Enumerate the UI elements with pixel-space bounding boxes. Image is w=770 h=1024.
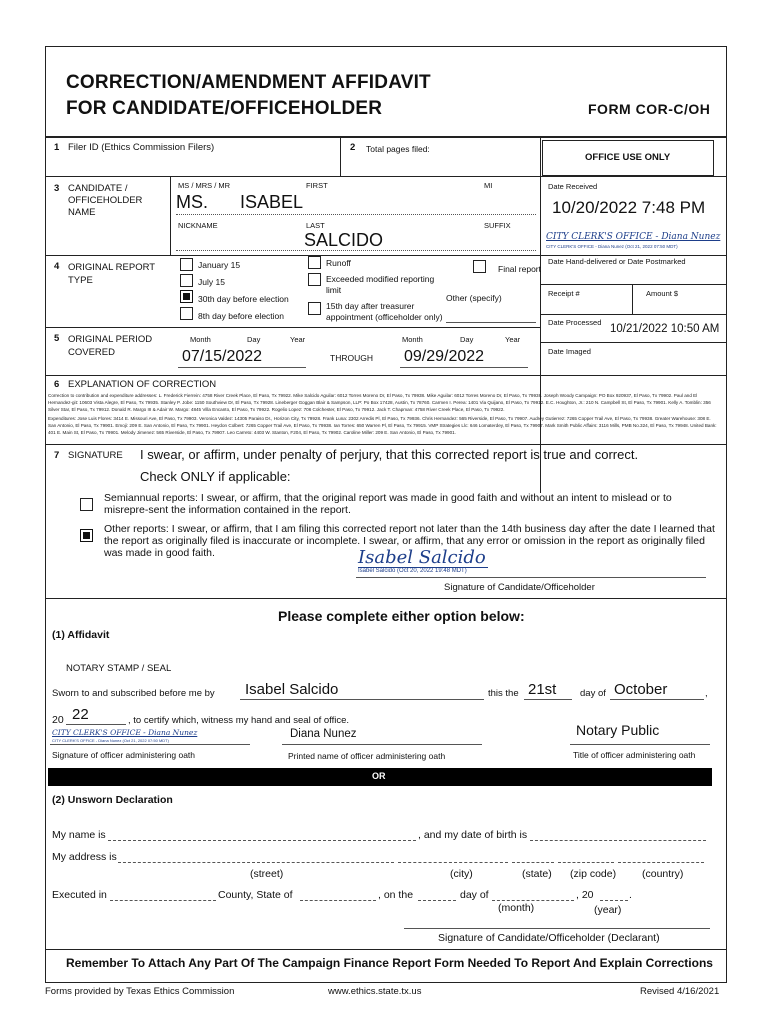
date-processed-value: 10/21/2022 10:50 AM	[610, 323, 720, 335]
to-month-label: Month	[402, 335, 423, 344]
affidavit-title: (1) Affidavit	[52, 629, 110, 641]
to-day-label: Day	[460, 335, 474, 344]
city-caption: (city)	[450, 868, 473, 880]
jul15-checkbox[interactable]	[180, 274, 193, 287]
last-name-value[interactable]: SALCIDO	[304, 230, 384, 250]
options-heading: Please complete either option below:	[278, 608, 525, 624]
first-name-value[interactable]: ISABEL	[240, 192, 304, 212]
year-caption: (year)	[594, 904, 622, 916]
signature-section-label: SIGNATURE	[68, 450, 123, 461]
from-month-label: Month	[190, 335, 211, 344]
street-caption: (street)	[250, 868, 284, 880]
this-the-label: this the	[488, 688, 519, 699]
receipt-label: Receipt #	[548, 289, 580, 298]
jan15-label: January 15	[198, 260, 241, 270]
jul15-label: July 15	[198, 277, 225, 287]
name-section-label: CANDIDATE / OFFICEHOLDER NAME	[68, 183, 143, 218]
amount-label: Amount $	[646, 289, 679, 298]
on-the-label: , on the	[378, 889, 414, 901]
day-of-label: day of	[580, 688, 606, 699]
other-reports-checkbox[interactable]	[80, 529, 93, 542]
total-pages-label: Total pages filed:	[366, 144, 430, 154]
jan15-checkbox[interactable]	[180, 258, 193, 271]
exceeded-label: Exceeded modified reporting limit	[326, 274, 435, 295]
first-label: FIRST	[306, 181, 328, 190]
executed-label: Executed in	[52, 889, 107, 901]
footer-link[interactable]: www.ethics.state.tx.us	[328, 986, 422, 997]
clerk-stamp: CITY CLERK'S OFFICE - Diana Nunez	[546, 232, 721, 242]
sec7-num: 7	[54, 450, 60, 461]
day8-checkbox[interactable]	[180, 307, 193, 320]
check-only-label: Check ONLY if applicable:	[140, 469, 291, 484]
other-specify-label: Other (specify)	[446, 293, 502, 303]
day-of2-label: day of	[460, 889, 489, 901]
final-report-checkbox[interactable]	[473, 260, 486, 273]
sec5-num: 5	[54, 333, 60, 344]
day15-label: 15th day after treasurer appointment (officeholder only)	[326, 301, 443, 322]
swear-statement: I swear, or affirm, under penalty of perjury, that this corrected report is true and correct.	[140, 447, 639, 462]
hand-delivered-label: Date Hand-delivered or Date Postmarked	[548, 257, 686, 266]
from-day-label: Day	[247, 335, 261, 344]
caption-officer-name: Printed name of officer administering oath	[288, 751, 446, 761]
day8-label: 8th day before election	[198, 311, 285, 321]
footer-revised: Revised 4/16/2021	[640, 986, 720, 997]
last-label: LAST	[306, 221, 325, 230]
date-processed-label: Date Processed	[548, 318, 602, 327]
sworn-label: Sworn to and subscribed before me by	[52, 688, 215, 699]
footer-left: Forms provided by Texas Ethics Commission	[45, 986, 235, 997]
suffix-label: SUFFIX	[484, 221, 511, 230]
runoff-checkbox[interactable]	[308, 256, 321, 269]
officer-signature[interactable]: CITY CLERK'S OFFICE - Diana Nunez	[52, 728, 198, 737]
form-title-line1: CORRECTION/AMENDMENT AFFIDAVIT	[66, 72, 431, 93]
date-imaged-label: Date Imaged	[548, 347, 591, 356]
to-year-label: Year	[505, 335, 521, 344]
day30-label: 30th day before election	[198, 294, 289, 304]
clerk-stamp-meta: CITY CLERK'S OFFICE - Diana Nunez (Oct 21, 2022 07:50 MDT)	[546, 244, 678, 249]
zip-caption: (zip code)	[570, 868, 617, 880]
dob-label: , and my date of birth is	[418, 829, 528, 841]
office-use-title: OFFICE USE ONLY	[585, 152, 671, 163]
explanation-text-2[interactable]: Expenditures: Jose Luis Flores: 3414 E. Missouri Ave, El Paso, Tx 79903. Veronica Valdez: 14305 Paraiso Dr., Horizon City, Tx 79928. Frank Luna: 2302 Arredis Pl, El Paso, Tx 79936. Chris Hernandez: 565 Riverside, El Paso, Tx 79907. Audrey Gutierrez: 7265 Copper Trail Ave, El Paso, Tx 79938. Greater Warehouse: 308 E. San Antonio, El Paso, Tx 79901. Emoji: 209 E. San Antonio, El Paso, Tx 79901. Heydon Colbert: 7265 Copper Trail Ave, El Paso, Tx 79938. Ian Torres: 650 Warren Pl, El Paso, Tx 79915. VMP Strategies Llc: 646 Lomaterdey, El Paso, Tx 79907. Mark Smith Public Affairs: 3116 Mills, PMB No.324, El Paso, Tx 79948. United Bank: 401 E. Main St, El Paso, Tx 79901. Melody Jimenez: 565 Riverside, El Paso, Tx 79907. Leo Carreto: 4403 W. Stanton, F204, El Paso, Tx 79902. Caroline Miller: 209 E. San Antonio, El Paso, Tx 79901.	[48, 416, 717, 435]
candidate-signature[interactable]: Isabel Salcido	[358, 547, 486, 568]
nickname-label: NICKNAME	[178, 221, 218, 230]
semiannual-checkbox[interactable]	[80, 498, 93, 511]
sec6-num: 6	[54, 379, 60, 390]
sec2-num: 2	[350, 142, 356, 153]
runoff-label: Runoff	[326, 258, 351, 268]
county-label: County, State of	[218, 889, 293, 901]
date-received-value: 10/20/2022 7:48 PM	[552, 198, 706, 217]
month-caption: (month)	[498, 902, 535, 914]
year-prefix: 20	[52, 714, 64, 726]
period-from-value[interactable]: 07/15/2022	[182, 348, 263, 365]
officer-signature-meta: CITY CLERK'S OFFICE - Diana Nunez (Oct 21, 2022 07:50 MDT)	[52, 738, 169, 743]
form-code: FORM COR-C/OH	[588, 101, 711, 117]
unsworn-title: (2) Unsworn Declaration	[52, 794, 173, 806]
prefix-value[interactable]: MS.	[176, 192, 209, 212]
sworn-name-value[interactable]: Isabel Salcido	[245, 681, 339, 698]
final-report-label: Final report	[498, 264, 541, 274]
day15-checkbox[interactable]	[308, 302, 321, 315]
reminder-text: Remember To Attach Any Part Of The Campaign Finance Report Form Needed To Report And Explain Corrections	[66, 956, 713, 970]
day-value[interactable]: 21st	[528, 681, 557, 698]
explanation-text-1[interactable]: Correction to contribution and expenditure addresses: L. Frederick Fierrein: 4758 River Creek Place, El Paso, Tx 79922. Mike Salcido Aguilar: 6012 Torres Moreno Dr, El Paso, Tx 79938. Mike Aguilar: 6012 Torres Moreno Dr, El Paso, Tx 79938. Joseph Woody Campaign: PO Box 920937, El Paso, Tx 79902. Paul and El Hernandez-git: 10603 Vista Alegre, El Paso, Tx 79935. Stanley P. Jobe: 1150 Southview Dr, El Paso, Tx 79928. Lineberger Goggan Blair & Sampson, LLP: Po Box 17428, Austin, Tx 78760. Carmen I. Perea: 1401 Via Quijano, El Paso, Tx 79912. E.C. Houghton, Jr.: 210 N. Campbell St, El Paso, Tx 79901. Kelly A. Tomblin: 356 Silver Star, El Paso, Tx 79912. Donald R. Margo III & Adair W. Margo: 4845 Villa Encanto, El Paso, Tx 79922. Rogelio Lopez: 706 Colchester, El Paso, Tx 79912. Jack T. Chapman: 4758 River Creek Place, El Paso, Tx 79922.	[48, 393, 711, 412]
year-value[interactable]: 22	[72, 706, 89, 723]
period-to-value[interactable]: 09/29/2022	[404, 348, 485, 365]
sec1-num: 1	[54, 142, 60, 153]
through-label: THROUGH	[330, 353, 373, 363]
sec4-num: 4	[54, 261, 60, 272]
or-label: OR	[372, 771, 386, 781]
exceeded-checkbox[interactable]	[308, 273, 321, 286]
prefix-label: MS / MRS / MR	[178, 181, 231, 190]
certify-text: , to certify which, witness my hand and seal of office.	[128, 715, 350, 726]
period-mark: .	[629, 889, 632, 901]
sec3-num: 3	[54, 183, 60, 194]
notary-stamp-label: NOTARY STAMP / SEAL	[66, 663, 172, 674]
header-divider	[45, 136, 726, 138]
signature-meta: Isabel Salcido (Oct 20, 2022 19:48 MDT)	[358, 568, 467, 574]
semiannual-text: Semiannual reports: I swear, or affirm, that the original report was made in good faith and without an intent to mislead or to misrepre-sent the information contained in the report.	[104, 492, 672, 516]
other-reports-text: Other reports: I swear, or affirm, that I am filing this corrected report not later than the 14th business day after the date I learned that the report as originally filed is inaccurate or incomplete. I swear, or affirm, that any error or omission in the report as originally filed was made in good faith.	[104, 523, 715, 559]
printed-name-value[interactable]: Diana Nunez	[290, 728, 357, 740]
date-received-label: Date Received	[548, 182, 598, 191]
caption-officer-title: Title of officer administering oath	[573, 750, 696, 760]
my-name-label: My name is	[52, 829, 106, 841]
period-label: ORIGINAL PERIOD COVERED	[68, 334, 153, 358]
country-caption: (country)	[642, 868, 684, 880]
state-caption: (state)	[522, 868, 552, 880]
address-label: My address is	[52, 851, 117, 863]
day30-checkbox[interactable]	[180, 290, 193, 303]
caption-officer-sig: Signature of officer administering oath	[52, 750, 196, 760]
filer-id-label: Filer ID (Ethics Commission Filers)	[68, 142, 215, 153]
form-title-line2: FOR CANDIDATE/OFFICEHOLDER	[66, 98, 383, 119]
comma20-label: , 20	[576, 889, 594, 901]
mi-label: MI	[484, 181, 493, 190]
from-year-label: Year	[290, 335, 306, 344]
month-value[interactable]: October	[614, 681, 668, 698]
signature-caption: Signature of Candidate/Officeholder	[444, 582, 595, 593]
report-type-label: ORIGINAL REPORT TYPE	[68, 262, 155, 286]
explanation-label: EXPLANATION OF CORRECTION	[68, 379, 217, 390]
comma: ,	[705, 688, 708, 699]
declarant-signature-caption: Signature of Candidate/Officeholder (Declarant)	[438, 932, 660, 944]
officer-title-value[interactable]: Notary Public	[576, 722, 660, 738]
